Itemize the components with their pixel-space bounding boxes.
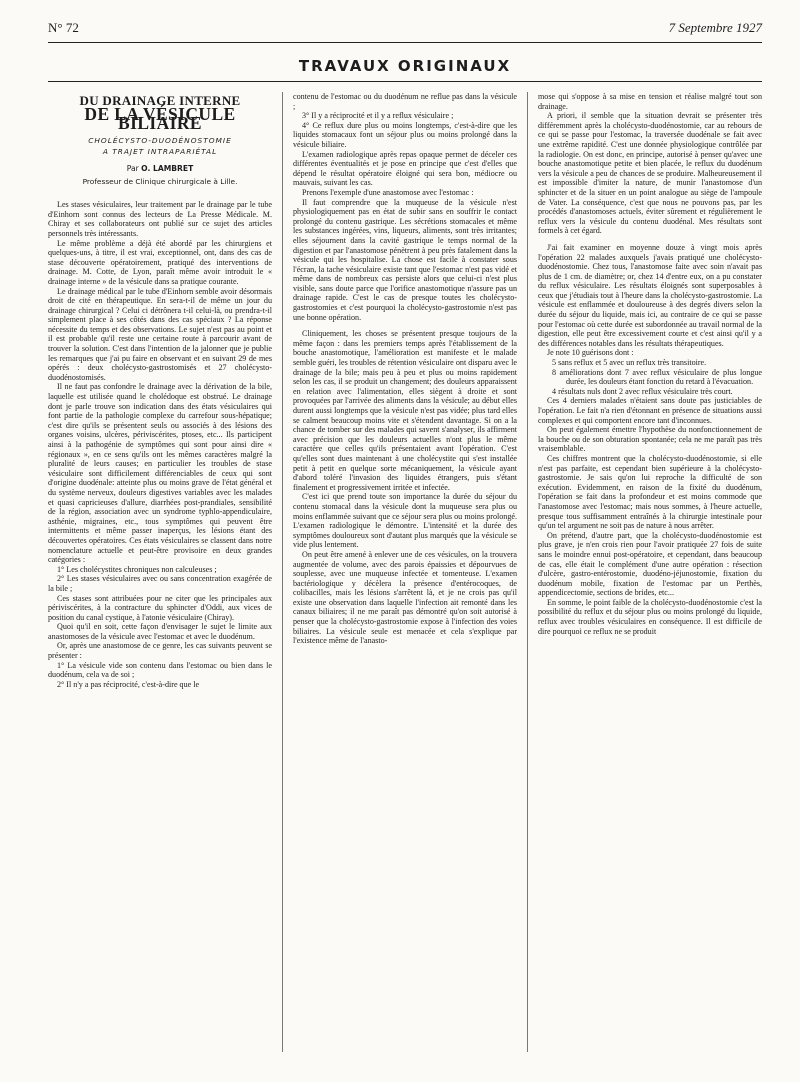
paragraph: Ces chiffres montrent que la cholécysto-duodénostomie, si elle n'est pas parfaite, est cependant bien supérieure à la cholécysto-gastrostomie. Je sais qu'on lui reproche la difficulté de son exécution. Evidemment, en raison de la fixité du duodénum, l'opération se fait dans la profondeur et est moins commode que l'anastomose avec l'estomac; mais nous sommes, à l'heure actuelle, presque tous suffisamment entraînés à la chirurgie intestinale pour qu'un tel argument ne soit pas de nature à nous arrêter. xyxy=(538,453,763,531)
article-author xyxy=(48,164,272,174)
paragraph: Or, après une anastomose de ce genre, les cas suivants peuvent se présenter : xyxy=(48,641,273,661)
list-item: 2° Les stases vésiculaires avec ou sans concentration exagérée de la bile ; xyxy=(48,574,273,593)
list-item: 2° Il n'y a pas réciprocité, c'est-à-dire que le xyxy=(57,679,200,689)
article-header xyxy=(48,93,272,186)
paragraph: En somme, le point faible de la cholécysto-duodénostomie c'est la possibilité du reflux et du séjour plus ou moins prolongé du liquide, reflux avec troubles vésiculaires en conséquence. Il est difficile de dire pourquoi ce reflux ne se produit xyxy=(538,597,763,636)
author-prefix: Par xyxy=(126,163,139,173)
article-title-line2: DE LA VÉSICULE BILIAIRE xyxy=(84,103,236,134)
column-3 xyxy=(538,92,762,1052)
paragraph: Prenons l'exemple d'une anastomose avec l'estomac : xyxy=(302,187,474,197)
paragraph: Quoi qu'il en soit, cette façon d'envisager le sujet le limite aux anastomoses de la vésicule avec l'estomac et avec le duodénum. xyxy=(48,622,273,641)
column-2 xyxy=(293,92,517,1052)
article-subtitle-1: CHOLÉCYSTO-DUODÉNOSTOMIE xyxy=(88,135,232,145)
author-name: O. LAMBRET xyxy=(141,163,194,173)
column-divider xyxy=(527,92,528,1052)
author-role: Professeur de Clinique chirurgicale à Lille. xyxy=(82,176,238,186)
section-rule xyxy=(48,81,762,82)
paragraph: Le même problème a déjà été abordé par les chirurgiens et quelques-uns, à titre, il est vrai, exceptionnel, ont, dans des cas de stase découverte opératoirement, pratiqué des interventions de drainage. M. Cotte, de Lyon, paraît même avoir introduit le « drainage interne » de la vésicule dans sa pratique courante. xyxy=(48,238,273,286)
paragraph: Il ne faut pas confondre le drainage avec la dérivation de la bile, laquelle est utilisée quand le cholédoque est obstrué. Le drainage dont je parle trouve son indication dans des états vésiculaires qui font partie de la pathologie complexe du carrefour sous-hépatique; c'est dire qu'ils se présentent seuls ou associés à des lésions des organes voisins, ulcères, périviscérites, ptoses, etc... Ils participent ainsi à la pathogénie de symptômes qui sont pour ainsi dire « régionaux », en ce sens qu'ils ont les mêmes caractères malgré la pluralité de leurs causes; en particulier les troubles de stase vésiculaire sont difficilement différenciables de ceux qui sont d'origine duodénale: atteinte plus ou moins grave de l'état général et du système nerveux, douleurs digestives variables avec les malades et quasi capricieuses d'allure, diarrhées post-prandiales, sensibilité de la région, association avec un syndrome typhlo-appendiculaire, asthénie, migraines, etc., tous symptômes qui peuvent être intermittents et même passer inaperçus, les lésions étant des découvertes opératoires. Ces états vésiculaires se classent dans notre nomenclature actuelle et peut-être provisoire en deux grandes catégories : xyxy=(48,382,273,565)
paragraph: On peut être amené à enlever une de ces vésicules, on la trouvera augmentée de volume, avec des parois épaissies et dépourvues de souplesse, avec une muqueuse infectée et tomenteuse. L'examen bactériologique y décèlera la présence d'entérocoques, de colibacilles, mais les lésions s'arrêtent là, et je ne crois pas qu'il existe une observation dans laquelle l'infection ait remonté dans les canaux biliaires; il ne me paraît pas démontré qu'on soit autorisé à penser que la cholécysto-gastrostomie expose à l'infection des voies biliaires. La vésicule seule est menacée et cela s'explique par l'existence même de l'anasto- xyxy=(293,549,518,646)
paragraph: C'est ici que prend toute son importance la durée du séjour du contenu stomacal dans la vésicule dont la muqueuse sera plus ou moins enflammée suivant que ce séjour sera plus ou moins prolongé. L'examen radiologique le démontre. L'intensité et la durée des symptômes douloureux sont d'autant plus marqués que la vésicule se vide plus lentement. xyxy=(293,492,518,550)
column-1 xyxy=(48,92,272,1052)
paragraph: L'examen radiologique après repas opaque permet de déceler ces différentes éventualités et je pose en principe que c'est d'elles que dépend le résultat opératoire éloigné qui sera bon, médiocre ou mauvais, suivant les cas. xyxy=(293,149,518,188)
article-subtitle-2: A TRAJET INTRAPARIÉTAL xyxy=(102,147,218,157)
paragraph: Ces 4 derniers malades n'étaient sans doute pas justiciables de l'opération. Le fait n'a rien d'étonnant en présence de situations aussi complexes et qui comportent encore tant d'inconnues. xyxy=(538,396,763,425)
list-item: 3° Il y a réciprocité et il y a reflux vésiculaire ; xyxy=(302,111,454,121)
issue-number: N° 72 xyxy=(48,20,79,35)
column-divider xyxy=(282,92,283,1052)
list-item: 1° La vésicule vide son contenu dans l'estomac ou bien dans le duodénum, cela va de soi ; xyxy=(48,660,273,680)
result-item: 4 résultats nuls dont 2 avec reflux vésiculaire très court. xyxy=(552,386,733,396)
paragraph: Il faut comprendre que la muqueuse de la vésicule n'est physiologiquement pas en état de subir sans en souffrir le contact prolongé du contenu gastrique. Les sécrétions stomacales et même les substances ingérées, vins, liqueurs, aliments, sont très irritantes; elles séjournent dans la cavité gastrique le temps normal de la digestion et par l'anastomose pénètrent à peu près fatalement dans la vésicule qui les hospitalise. La chose est facile à constater sous l'écran, la tache vésiculaire existe tant que l'estomac n'est pas vidé et même dans de nombreux cas persiste alors que celui-ci n'est plus visible, sans doute parce que l'orifice anastomotique n'assure pas un drainage rapide. C'est le cas de presque toutes les cholécysto-gastrostomies et c'est pourquoi la cholécysto-gastrostomie n'est pas une bonne opération. xyxy=(293,197,518,322)
paragraph: Cliniquement, les choses se présentent presque toujours de la même façon : dans les premiers temps après l'établissement de la bouche anastomotique, l'amélioration est manifeste et le malade semble guéri, les troubles de rétention vésiculaire ont disparu avec le drainage de la bile; mais peu à peu et plus ou moins rapidement selon les cas, il se produit un changement; des douleurs apparaissent en relation avec l'alimentation, elles siègent à droite et sont provoquées par l'arrivée des aliments dans la vésicule; au début elles durent aussi longtemps que la vésicule n'est pas vidée; plus tard elles se calment beaucoup moins vite et s'étendent davantage. Si on a la chance de tomber sur des malades qui savent s'analyser, ils affirment avec précision que les douleurs actuelles n'ont plus le même caractère que celles qu'ils présentaient avant l'opération. C'est qu'elles sont dues maintenant à une cholécystite qui s'est installée petit à petit en quelque sorte mécaniquement, la vésicule ayant d'abord toléré l'invasion des liquides étrangers, puis s'étant finalement et progressivement irritée et infectée. xyxy=(293,329,518,492)
paragraph: contenu de l'estomac ou du duodénum ne reflue pas dans la vésicule ; xyxy=(293,92,518,111)
result-item: 5 sans reflux et 5 avec un reflux très transitoire. xyxy=(552,358,707,368)
paragraph: On peut également émettre l'hypothèse du nonfonctionnement de la bouche ou de son obturation spontanée; cela ne me paraît pas très vraisemblable. xyxy=(538,425,763,454)
paragraph: Les stases vésiculaires, leur traitement par le drainage par le tube d'Einhorn sont connus des lecteurs de La Presse Médicale. M. Chiray et ses collaborateurs ont publié sur ce sujet des articles personnels très intéressants. xyxy=(48,200,273,238)
top-rule xyxy=(48,42,762,43)
article-title-line1: DU DRAINAGE INTERNE xyxy=(79,93,241,108)
result-item: 8 améliorations dont 7 avec reflux vésiculaire de plus longue durée, les douleurs étant fonction du retard à l'évacuation. xyxy=(552,367,763,387)
section-title: TRAVAUX ORIGINAUX xyxy=(298,57,512,75)
paragraph: mose qui s'oppose à sa mise en tension et réalise malgré tout son drainage. xyxy=(538,92,763,111)
issue-date: 7 Septembre 1927 xyxy=(668,20,762,35)
list-item: 4° Ce reflux dure plus ou moins longtemps, c'est-à-dire que les liquides stomacaux font un séjour plus ou moins prolongé dans la vésicule biliaire. xyxy=(293,120,518,149)
paragraph: On prétend, d'autre part, que la cholécysto-duodénostomie est plus grave, je n'en crois rien pour l'avoir pratiquée 27 fois de suite sans le moindre ennui post-opératoire, et cependant, dans beaucoup de cas, elle était le complément d'une autre opération : résection d'ulcère, gastro-entérostomie, duodéno-jéjunostomie, fixation du duodénum mobile, fixation de l'estomac par un Perthès, appendicectomie, sections de brides, etc... xyxy=(538,530,763,598)
article-columns xyxy=(48,92,762,1052)
paragraph: Ces stases sont attribuées pour ne citer que les principales aux périviscérites, à la contracture du sphincter d'Oddi, aux vices de position du canal cystique, à l'atonie vésiculaire (Chiray). xyxy=(48,593,273,622)
paragraph: J'ai fait examiner en moyenne douze à vingt mois après l'opération 22 malades auxquels j'avais pratiqué une cholécysto-duodénostomie. Chez tous, l'anastomose faite avec soin n'avait pas plus de 1 cm. de diamètre; or, chez 14 d'entre eux, on a pu constater du reflux vésiculaire. Les résultats éloignés sont superposables à ceux que j'étudiais tout à l'heure dans la cholécysto-gastrostomie. La vésicule est enflammée et douloureuse à des degrés divers selon la durée du séjour du liquide, mais ici, au contraire de ce qui se passe pour l'estomac où cette durée est subordonnée au travail normal de la digestion, elle peut être excessivement courte et c'est ainsi qu'il y a des différences notables dans les résultats thérapeutiques. xyxy=(538,242,763,348)
paragraph: Je note 10 guérisons dont : xyxy=(547,348,634,358)
masthead xyxy=(48,20,762,38)
paragraph: Le drainage médical par le tube d'Einhorn semble avoir désormais droit de cité en thérapeutique. En sera-t-il de même un jour du drainage chirurgical ? Celui ci détrônera t-il celui-là, ou prendra-t-il simplement place à ses côtés dans des cas spéciaux ? La réponse nécessite du temps et des observations. Le sujet n'est pas au point et il est probable qu'il reste une certaine route à parcourir avant de trouver la solution. C'est dans l'intention de la jalonner que je publie les remarques que j'ai pu faire en observant et en suivant 29 de mes opérés : deux cholécysto-gastrostomisés et 27 cholécysto-duodénostomisés. xyxy=(48,286,273,382)
list-item: 1° Les cholécystites chroniques non calculeuses ; xyxy=(57,564,217,574)
paragraph: A priori, il semble que la situation devrait se présenter très différemment après la cholécysto-duodénostomie, car au rebours de ce qui se passe pour l'estomac, la traversée duodénale se fait avec une extrême rapidité. C'est une donnée physiologique contrôlée par la radiologie. On est donc, en principe, autorisé à penser qu'avec une bouche anastomotique petite et bien placée, le reflux du duodénum vers la vésicule a peu de chances de se produire. Malheureusement il est impossible d'imiter la nature, de munir l'anastomose d'un sphincter et de la situer en un point analogue au siège de l'ampoule de Vater. La conséquence, c'est que nous ne pouvons pas, par les procédés d'anastomoses actuels, éviter sûrement et régulièrement le reflux vers la vésicule du contenu duodénal. Mes résultats sont formels à cet égard. xyxy=(538,111,763,236)
